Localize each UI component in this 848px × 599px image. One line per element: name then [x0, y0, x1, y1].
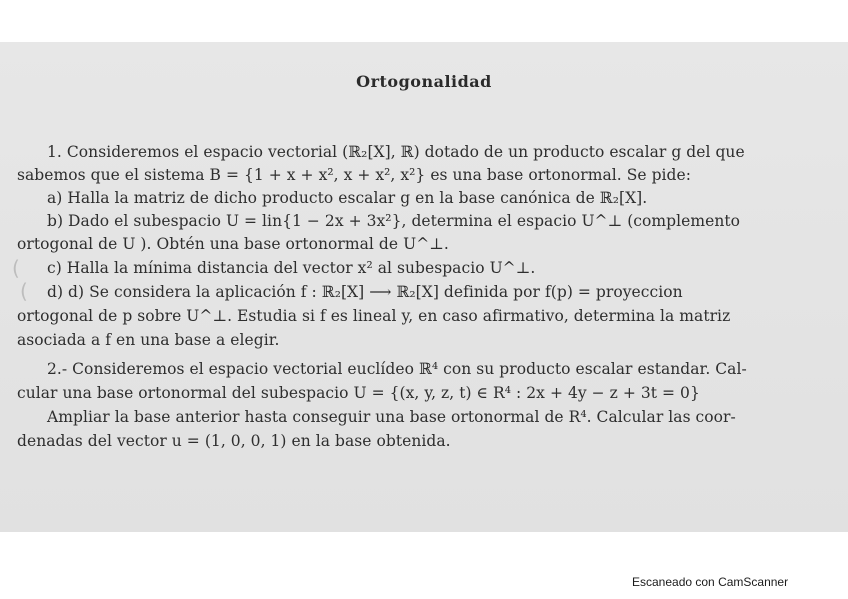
text-line-3: a) Halla la matriz de dicho producto escalar g en la base canónica de ℝ₂[X].: [47, 189, 648, 207]
text-line-12: Ampliar la base anterior hasta conseguir una base ortonormal de R⁴. Calcular las coor-: [47, 408, 736, 426]
text-line-2: sabemos que el sistema B = {1 + x + x², x + x², x²} es una base ortonormal. Se pide:: [17, 166, 692, 184]
text-line-8: ortogonal de p sobre U^⊥. Estudia si f es lineal y, en caso afirmativo, determina la matriz: [17, 307, 731, 325]
text-line-10: 2.- Consideremos el espacio vectorial euclídeo ℝ⁴ con su producto escalar estandar. Cal-: [47, 360, 747, 378]
text-line-13: denadas del vector u = (1, 0, 0, 1) en la base obtenida.: [17, 432, 451, 450]
text-line-1: 1. Consideremos el espacio vectorial (ℝ₂[X], ℝ) dotado de un producto escalar g del que: [47, 143, 745, 161]
scanned-page: [0, 42, 848, 532]
text-line-9: asociada a f en una base a elegir.: [17, 331, 280, 349]
text-line-7: d) d) Se considera la aplicación f : ℝ₂[X] ⟶ ℝ₂[X] definida por f(p) = proyeccion: [47, 283, 683, 301]
camscanner-watermark: Escaneado con CamScanner: [632, 575, 789, 589]
text-line-11: cular una base ortonormal del subespacio U = {(x, y, z, t) ∈ R⁴ : 2x + 4y − z + 3t = 0}: [17, 384, 700, 402]
text-line-6: c) Halla la mínima distancia del vector x² al subespacio U^⊥.: [47, 259, 536, 277]
text-line-5: ortogonal de U ). Obtén una base ortonormal de U^⊥.: [17, 235, 449, 253]
handwritten-bracket-mark: (: [12, 256, 20, 280]
handwritten-bracket-mark: (: [20, 279, 28, 303]
page-title: Ortogonalidad: [356, 72, 492, 91]
text-line-4: b) Dado el subespacio U = lin{1 − 2x + 3x²}, determina el espacio U^⊥ (complemento: [47, 212, 741, 230]
